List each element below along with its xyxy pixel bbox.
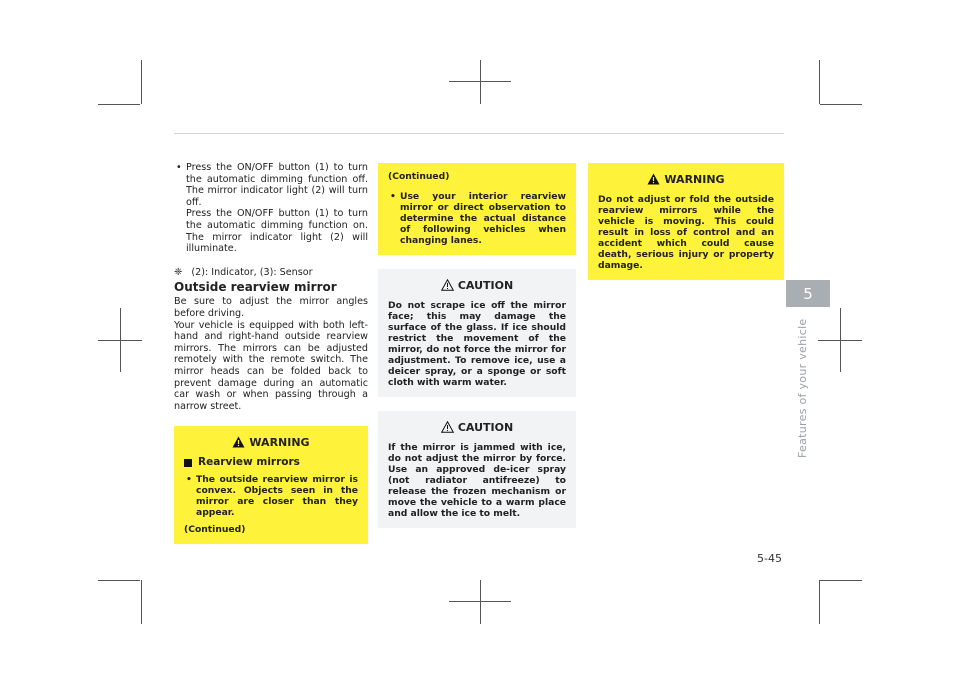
subtitle-text: Rearview mirrors [198, 456, 300, 469]
paragraph: Be sure to adjust the mirror angles before driving. [174, 296, 368, 319]
caution-triangle-icon [441, 279, 454, 291]
warning-header [598, 173, 774, 185]
column-right [588, 163, 784, 280]
warning-box [588, 163, 784, 280]
warning-header [184, 436, 358, 448]
crop-mark [820, 104, 862, 105]
warning-triangle-icon [232, 436, 245, 448]
chapter-title-text: Features of your vehicle [796, 318, 809, 458]
crop-mark [449, 601, 511, 602]
caution-triangle-icon [441, 421, 454, 433]
column-left [174, 162, 368, 544]
paragraph: Your vehicle is equipped with both left-hand and right-hand outside rearview mirrors. The mirrors can be adjusted remotely with the remote switch. The mirror heads can be folded back to prevent damage during an automatic car wash or when passing through a narrow street. [174, 319, 368, 412]
crop-mark [449, 81, 511, 82]
note-mark-icon: ❈ [174, 266, 183, 278]
crop-mark [141, 580, 142, 624]
crop-mark [98, 104, 140, 105]
crop-mark [819, 580, 820, 624]
warning-bullet: • The outside rearview mirror is convex. Objects seen in the mirror are closer than they appear. [184, 474, 358, 518]
warning-continued-box [378, 163, 576, 255]
header-rule [174, 133, 784, 134]
caution-box [378, 269, 576, 397]
crop-mark [820, 580, 862, 581]
continued-label: (Continued) [388, 171, 450, 182]
crop-mark [818, 340, 862, 341]
crop-mark [480, 580, 481, 624]
warning-text: Do not adjust or fold the outside rearview mirrors while the vehicle is moving. This could result in loss of control and an accident which could cause death, serious injury or property damage. [598, 194, 774, 271]
caution-text: Do not scrape ice off the mirror face; this may damage the surface of the glass. If ice should restrict the movement of the mirror, do not force the mirror for adjustment. To remove ice, use a deicer spray, or a sponge or soft cloth with warm water. [388, 300, 566, 388]
warning-box [174, 426, 368, 544]
warning-title: WARNING [249, 435, 310, 449]
crop-mark [98, 340, 142, 341]
bullet-item [174, 162, 368, 255]
chapter-title [796, 318, 816, 458]
warning-triangle-icon [647, 173, 660, 185]
caution-title: CAUTION [457, 420, 514, 434]
crop-mark [480, 60, 481, 104]
crop-mark [98, 580, 140, 581]
square-bullet-icon [184, 459, 192, 467]
continued-label: (Continued) [184, 524, 246, 536]
footnote [174, 267, 368, 279]
caution-header [388, 279, 566, 291]
column-middle [378, 163, 576, 528]
footnote-text: (2): Indicator, (3): Sensor [191, 266, 313, 278]
crop-mark [141, 60, 142, 104]
caution-box [378, 411, 576, 528]
warning-subtitle [184, 457, 358, 468]
caution-header [388, 421, 566, 433]
caution-title: CAUTION [457, 278, 514, 292]
crop-mark [819, 60, 820, 104]
warning-title: WARNING [664, 172, 725, 186]
chapter-tab: 5 [786, 280, 830, 307]
bullet-text: Press the ON/OFF button (1) to turn the automatic dimming function on. The mirror indicator light (2) will illuminate. [186, 208, 368, 255]
page-number: 5-45 [757, 552, 782, 565]
caution-text: If the mirror is jammed with ice, do not adjust the mirror by force. Use an approved de-icer spray (not radiator antifreeze) to release the frozen mechanism or move the vehicle to a warm place and allow the ice to melt. [388, 442, 566, 519]
bullet-text: • Press the ON/OFF button (1) to turn the automatic dimming function off. The mirror indicator light (2) will turn off. [186, 162, 368, 208]
section-heading: Outside rearview mirror [174, 280, 337, 295]
warning-bullet: • Use your interior rearview mirror or direct observation to determine the actual distance of following vehicles when changing lanes. [388, 191, 566, 246]
